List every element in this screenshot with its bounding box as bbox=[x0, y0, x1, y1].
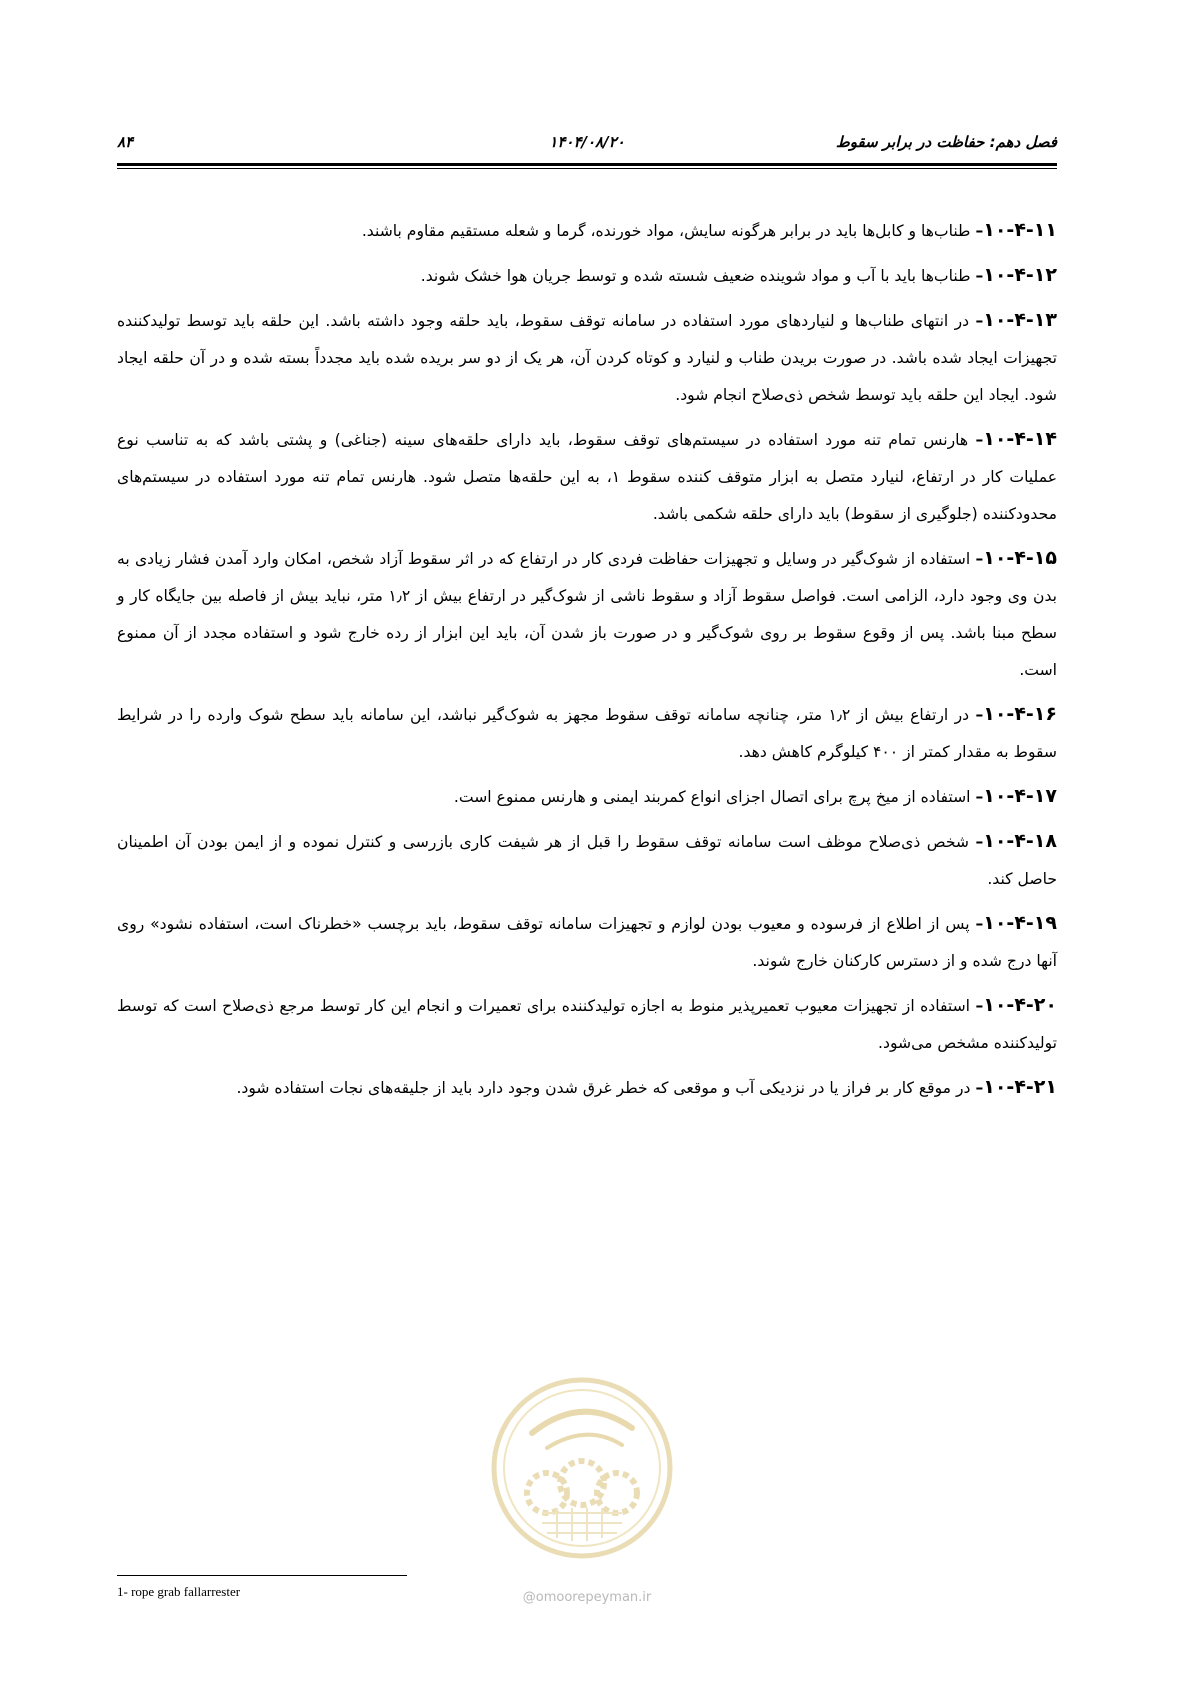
clause-number: ۱۰-۴-۱۳ bbox=[983, 309, 1057, 331]
clause-dash: – bbox=[975, 267, 984, 285]
header-rule-thin bbox=[117, 168, 1057, 169]
clause-dash: – bbox=[975, 706, 984, 724]
clause-number: ۱۰-۴-۱۹ bbox=[983, 912, 1057, 934]
header-rule-thick bbox=[117, 163, 1057, 166]
clause-dash: – bbox=[975, 833, 984, 851]
clause-paragraph bbox=[117, 421, 1057, 533]
clause-text: طناب‌ها باید با آب و مواد شوینده ضعیف شسته شده و توسط جریان هوا خشک شوند. bbox=[420, 267, 976, 285]
clause-paragraph bbox=[117, 987, 1057, 1062]
clause-paragraph bbox=[117, 302, 1057, 414]
clause-text: طناب‌ها و کابل‌ها باید در برابر هرگونه سایش، مواد خورنده، گرما و شعله مستقیم مقاوم باشند. bbox=[361, 222, 976, 240]
page-header bbox=[117, 133, 1057, 161]
clause-number: ۱۰-۴-۲۰ bbox=[983, 994, 1057, 1016]
clause-dash: – bbox=[975, 1079, 984, 1097]
clause-text: پس از اطلاع از فرسوده و معیوب بودن لوازم و تجهیزات سامانه توقف سقوط، باید برچسب «خطرناک است، استفاده نشود» روی آنها درج شده و از دسترس کارکنان خارج شوند. bbox=[117, 915, 1057, 970]
clause-number: ۱۰-۴-۱۶ bbox=[983, 703, 1057, 725]
clause-text: در موقع کار بر فراز یا در نزدیکی آب و موقعی که خطر غرق شدن وجود دارد باید از جلیقه‌های نجات استفاده شود. bbox=[236, 1079, 976, 1097]
footnote-rule bbox=[117, 1575, 407, 1576]
clause-dash: – bbox=[975, 788, 984, 806]
clause-paragraph bbox=[117, 778, 1057, 816]
clause-number: ۱۰-۴-۱۱ bbox=[983, 219, 1057, 241]
watermark-url: @omoorepeyman.ir bbox=[522, 1590, 652, 1605]
clause-paragraph bbox=[117, 257, 1057, 295]
clause-dash: – bbox=[975, 222, 984, 240]
clause-paragraph bbox=[117, 905, 1057, 980]
clause-text: هارنس تمام تنه مورد استفاده در سیستم‌های توقف سقوط، باید دارای حلقه‌های سینه (جناغی) و پشتی باشد که به تناسب نوع عملیات کار در ارتفاع، لنیارد متصل به ابزار متوقف کننده سقوط ۱، به این حلقه‌ها متصل شود. هارنس تمام تنه مورد استفاده در سیستم‌های محدودکننده (جلوگیری از سقوط) باید دارای حلقه شکمی باشد. bbox=[117, 431, 1058, 523]
clause-paragraph bbox=[117, 696, 1057, 771]
clause-dash: – bbox=[975, 915, 984, 933]
clause-number: ۱۰-۴-۱۸ bbox=[983, 830, 1057, 852]
body-text bbox=[117, 212, 1057, 1114]
clause-number: ۱۰-۴-۲۱ bbox=[983, 1076, 1057, 1098]
clause-text: شخص ذی‌صلاح موظف است سامانه توقف سقوط را قبل از هر شیفت کاری بازرسی و کنترل نموده و از ایمن بودن آن اطمینان حاصل کند. bbox=[117, 833, 1057, 888]
page-number: ۸۴ bbox=[117, 133, 134, 151]
header-date: ۱۴۰۴/۰۸/۲۰ bbox=[549, 133, 625, 151]
clause-dash: – bbox=[975, 550, 984, 568]
clause-text: در انتهای طناب‌ها و لنیاردهای مورد استفاده در سامانه توقف سقوط، باید حلقه وجود داشته باشد. این حلقه باید توسط تولیدکننده تجهیزات ایجاد شده باشد. در صورت بریدن طناب و لنیارد و کوتاه کردن آن، هر یک از دو سر بریده شده باید مجدداً بسته شده و در آن حلقه ایجاد شود. ایجاد این حلقه باید توسط شخص ذی‌صلاح انجام شود. bbox=[117, 312, 1057, 404]
clause-number: ۱۰-۴-۱۵ bbox=[983, 547, 1057, 569]
chapter-title: فصل دهم: حفاظت در برابر سقوط bbox=[835, 133, 1057, 151]
clause-text: در ارتفاع بیش از ۱٫۲ متر، چنانچه سامانه توقف سقوط مجهز به شوک‌گیر نباشد، این سامانه باید سطح شوک وارده را در شرایط سقوط به مقدار کمتر از ۴۰۰ کیلوگرم کاهش دهد. bbox=[117, 706, 1057, 761]
watermark-logo bbox=[487, 1373, 677, 1563]
clause-number: ۱۰-۴-۱۴ bbox=[983, 428, 1057, 450]
footnote: 1- rope grab fallarrester bbox=[117, 1584, 241, 1599]
clause-paragraph bbox=[117, 823, 1057, 898]
clause-number: ۱۰-۴-۱۷ bbox=[983, 785, 1057, 807]
clause-text: استفاده از شوک‌گیر در وسایل و تجهیزات حفاظت فردی کار در ارتفاع که در اثر سقوط آزاد شخص، امکان وارد آمدن فشار زیادی به بدن وی وجود دارد، الزامی است. فواصل سقوط آزاد و سقوط ناشی از شوک‌گیر در ارتفاع بیش از ۱٫۲ متر، نباید بیش از فاصله بین جایگاه کار و سطح مبنا باشد. پس از وقوع سقوط بر روی شوک‌گیر و در صورت باز شدن آن، باید این ابزار از رده خارج شود و استفاده مجدد از آن ممنوع است. bbox=[117, 550, 1057, 679]
clause-text: استفاده از میخ پرچ برای اتصال اجزای انواع کمربند ایمنی و هارنس ممنوع است. bbox=[453, 788, 976, 806]
clause-paragraph bbox=[117, 212, 1057, 250]
clause-number: ۱۰-۴-۱۲ bbox=[983, 264, 1057, 286]
clause-paragraph bbox=[117, 1069, 1057, 1107]
clause-paragraph bbox=[117, 540, 1057, 689]
clause-text: استفاده از تجهیزات معیوب تعمیرپذیر منوط به اجازه تولیدکننده برای تعمیرات و انجام این کار توسط مرجع ذی‌صلاح است که توسط تولیدکننده مشخص می‌شود. bbox=[117, 997, 1057, 1052]
clause-dash: – bbox=[975, 997, 984, 1015]
clause-dash: – bbox=[975, 312, 984, 330]
clause-dash: – bbox=[975, 431, 984, 449]
